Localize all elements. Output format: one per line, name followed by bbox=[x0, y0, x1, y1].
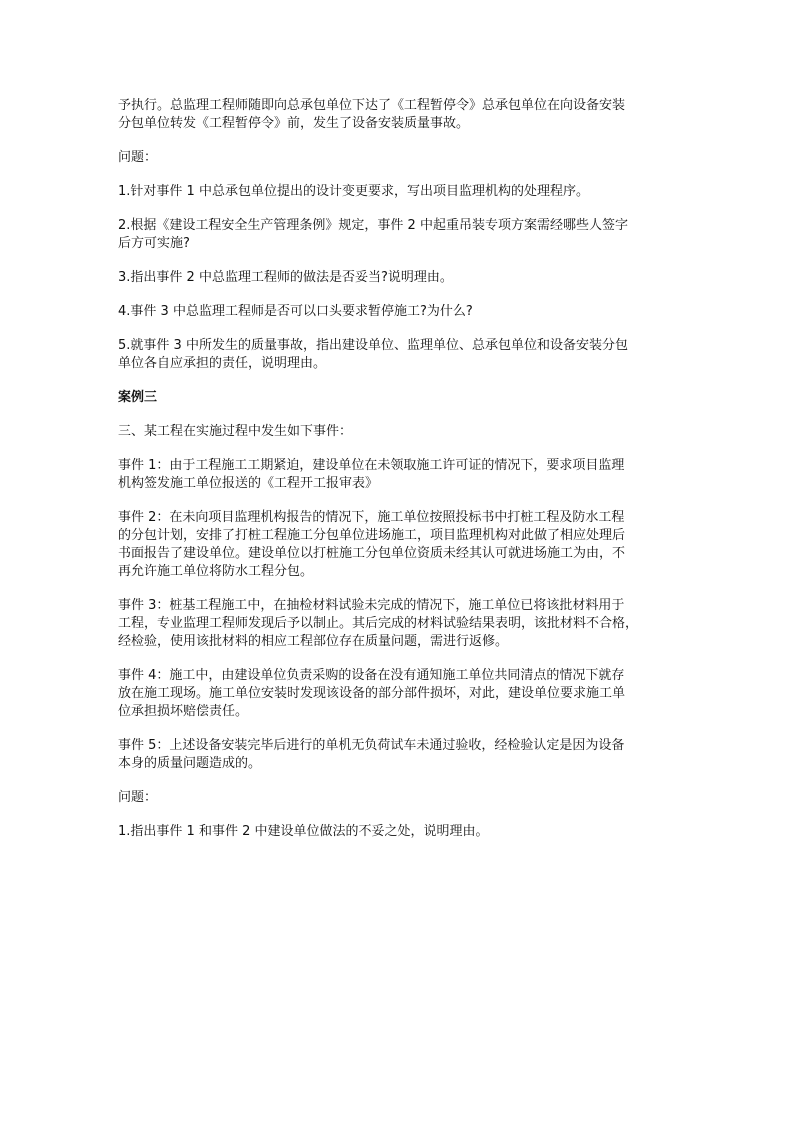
event-5: 事件 5：上述设备安装完毕后进行的单机无负荷试车未通过验收，经检验认定是因为设备 本身的质量问题造成的。 bbox=[118, 738, 625, 771]
question-2: 2.根据《建设工程安全生产管理条例》规定，事件 2 中起重吊装专项方案需经哪些人签字 后方可实施? bbox=[118, 218, 628, 251]
question-5: 5.就事件 3 中所发生的质量事故，指出建设单位、监理单位、总承包单位和设备安装分包 单位各自应承担的责任，说明理由。 bbox=[118, 338, 628, 371]
question-3: 3.指出事件 2 中总监理工程师的做法是否妥当?说明理由。 bbox=[118, 270, 453, 285]
event-2: 事件 2：在未向项目监理机构报告的情况下，施工单位按照投标书中打桩工程及防水工程 的分包计划，安排了打桩工程施工分包单位进场施工，项目监理机构对此做了相应处理后 书面报告了建设单位。建设单位以打桩施工分包单位资质未经其认可就进场施工为由，不 再允许施工单位将防水工程分包。 bbox=[118, 510, 626, 579]
question-4: 4.事件 3 中总监理工程师是否可以口头要求暂停施工?为什么? bbox=[118, 304, 473, 319]
event-4: 事件 4：施工中，由建设单位负责采购的设备在没有通知施工单位共同清点的情况下就存 放在施工现场。施工单位安装时发现该设备的部分部件损坏，对此，建设单位要求施工单 位承担损坏赔偿责任。 bbox=[118, 668, 626, 719]
case3-question-1: 1.指出事件 1 和事件 2 中建设单位做法的不妥之处，说明理由。 bbox=[118, 824, 489, 839]
paragraph-continuation: 予执行。总监理工程师随即向总承包单位下达了《工程暂停令》总承包单位在向设备安装 分包单位转发《工程暂停令》前，发生了设备安装质量事故。 bbox=[118, 98, 626, 131]
questions-label: 问题： bbox=[118, 150, 158, 165]
event-3: 事件 3：桩基工程施工中，在抽检材料试验未完成的情况下，施工单位已将该批材料用于 工程，专业监理工程师发现后予以制止。其后完成的材料试验结果表明，该批材料不合格， 经检验，使用该批材料的相应工程部位存在质量问题，需进行返修。 bbox=[118, 598, 639, 649]
case-intro: 三、某工程在实施过程中发生如下事件： bbox=[118, 424, 353, 439]
document-page bbox=[118, 97, 678, 857]
case-heading: 案例三 bbox=[118, 390, 158, 405]
event-1: 事件 1：由于工程施工工期紧迫，建设单位在未领取施工许可证的情况下，要求项目监理 机构签发施工单位报送的《工程开工报审表》 bbox=[118, 458, 625, 491]
question-1: 1.针对事件 1 中总承包单位提出的设计变更要求，写出项目监理机构的处理程序。 bbox=[118, 184, 589, 199]
questions-label-2: 问题： bbox=[118, 790, 158, 805]
